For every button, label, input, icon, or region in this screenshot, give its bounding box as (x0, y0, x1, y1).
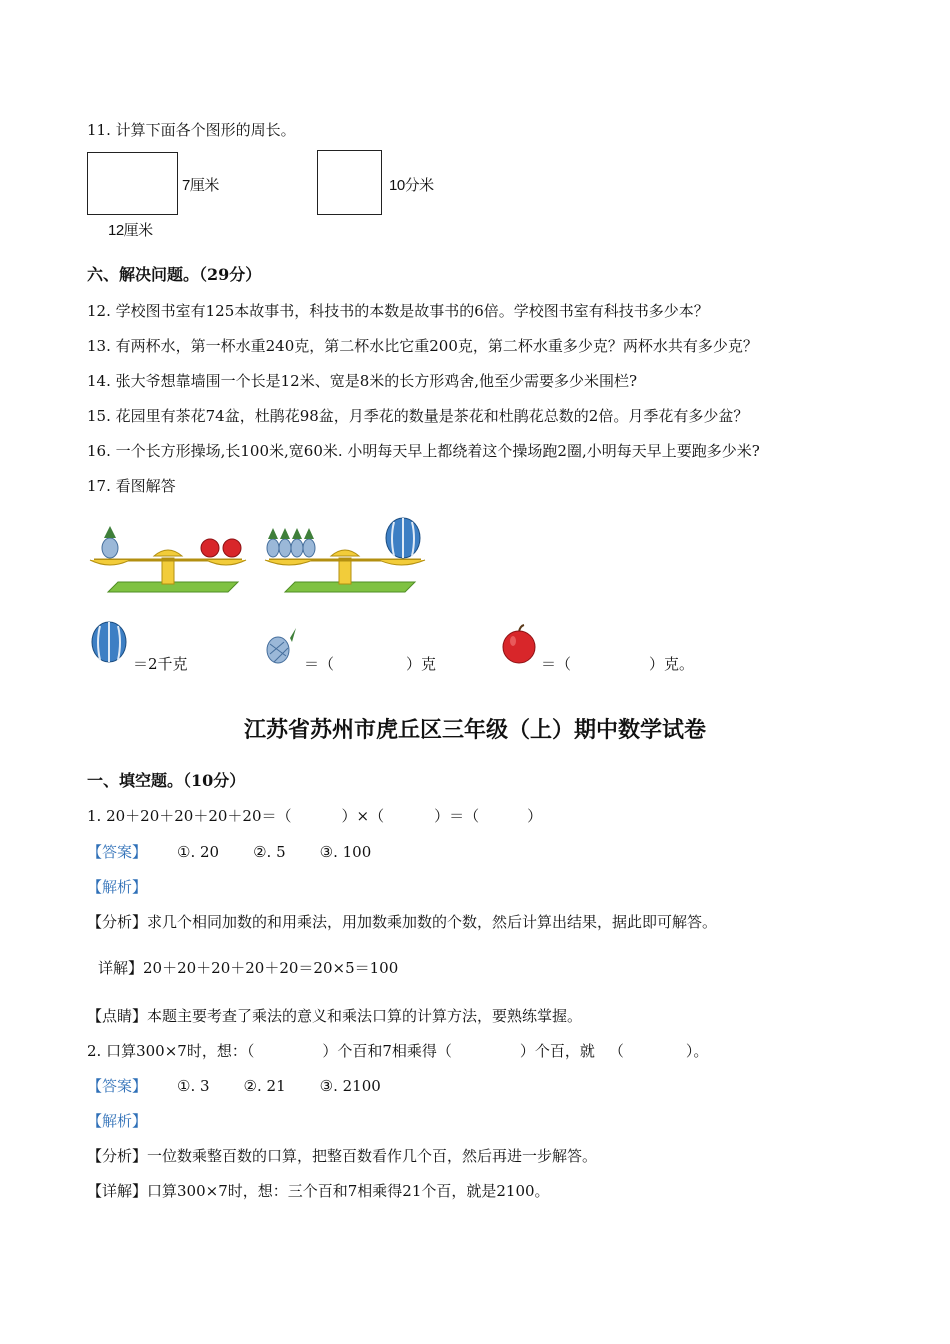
pineapple-equation (304, 653, 436, 674)
problem-2-xiangjie: 【详解】口算300×7时，想：三个百和7相乘得21个百，就是2100。 (87, 1182, 550, 1200)
problem-1-dianjing: 【点睛】本题主要考查了乘法的意义和乘法口算的计算方法，要熟练掌握。 (87, 1007, 583, 1025)
section-6-heading: 六、解决问题。（29分） (87, 265, 262, 284)
apple-icon (500, 624, 538, 664)
pineapple-icon (262, 622, 300, 666)
question-16: 16. 一个长方形操场,长100米,宽60米. 小明每天早上都绕着这个操场跑2圈,小明每天早上要跑多少米? (87, 442, 760, 460)
question-14: 14. 张大爷想靠墙围一个长是12米、宽是8米的长方形鸡舍,他至少需要多少米围栏? (87, 372, 638, 390)
problem-2-question: 2. 口算300×7时，想：（ ）个百和7相乘得（ ）个百，就 （ ）。 (87, 1042, 709, 1060)
watermelon-icon (386, 518, 420, 558)
pineapple-equation-open: ＝（ (304, 655, 335, 673)
watermelon-equation: ＝2千克 (133, 655, 188, 673)
question-11: 11. 计算下面各个图形的周长。 (87, 121, 296, 139)
pineapple-equation-close: ）克 (406, 655, 437, 673)
square-side-label: 10分米 (389, 177, 434, 194)
problem-1-question: 1. 20＋20＋20＋20＋20＝（ ）×（ ）＝（ ） (87, 807, 543, 825)
rectangle-width-label: 12厘米 (108, 222, 153, 239)
balance-scale-pineapple-apples (88, 520, 248, 600)
pineapple-icon (102, 526, 118, 558)
question-17: 17. 看图解答 (87, 477, 176, 495)
apple-equation (541, 653, 694, 674)
pineapple-icon (267, 528, 315, 557)
apple-equation-open: ＝（ (541, 655, 572, 673)
balance-scale-pineapples-watermelon (263, 512, 428, 600)
watermelon-icon (90, 620, 128, 664)
question-15: 15. 花园里有茶花74盆，杜鹃花98盆，月季花的数量是茶花和杜鹃花总数的2倍。月季花有多少盆？ (87, 407, 749, 425)
square-figure (317, 150, 382, 215)
problem-1-fenxi: 【分析】求几个相同加数的和用乘法，用加数乘加数的个数，然后计算出结果，据此即可解答。 (87, 913, 718, 931)
problem-2-fenxi: 【分析】一位数乘整百数的口算，把整百数看作几个百，然后再进一步解答。 (87, 1147, 598, 1165)
apple-icon (201, 539, 241, 557)
rectangle-height-label: 7厘米 (182, 177, 219, 194)
problem-2-analysis-label: 【解析】 (87, 1112, 148, 1130)
exam-title: 江苏省苏州市虎丘区三年级（上）期中数学试卷 (243, 717, 706, 743)
problem-2-answer: 【答案】 ①. 3 ②. 21 ③. 2100 (87, 1077, 381, 1095)
question-12: 12. 学校图书室有125本故事书，科技书的本数是故事书的6倍。学校图书室有科技书多少本？ (87, 302, 709, 320)
problem-1-analysis-label: 【解析】 (87, 878, 148, 896)
problem-1-answer: 【答案】 ①. 20 ②. 5 ③. 100 (87, 843, 372, 861)
rectangle-figure (87, 152, 178, 215)
question-13: 13. 有两杯水，第一杯水重240克，第二杯水比它重200克，第二杯水重多少克？两杯水共有多少克？ (87, 337, 758, 355)
problem-1-xiangjie: 详解】20＋20＋20＋20＋20＝20×5＝100 (98, 959, 399, 977)
section-1-heading: 一、填空题。（10分） (87, 771, 246, 790)
apple-equation-close: ）克。 (649, 655, 695, 673)
